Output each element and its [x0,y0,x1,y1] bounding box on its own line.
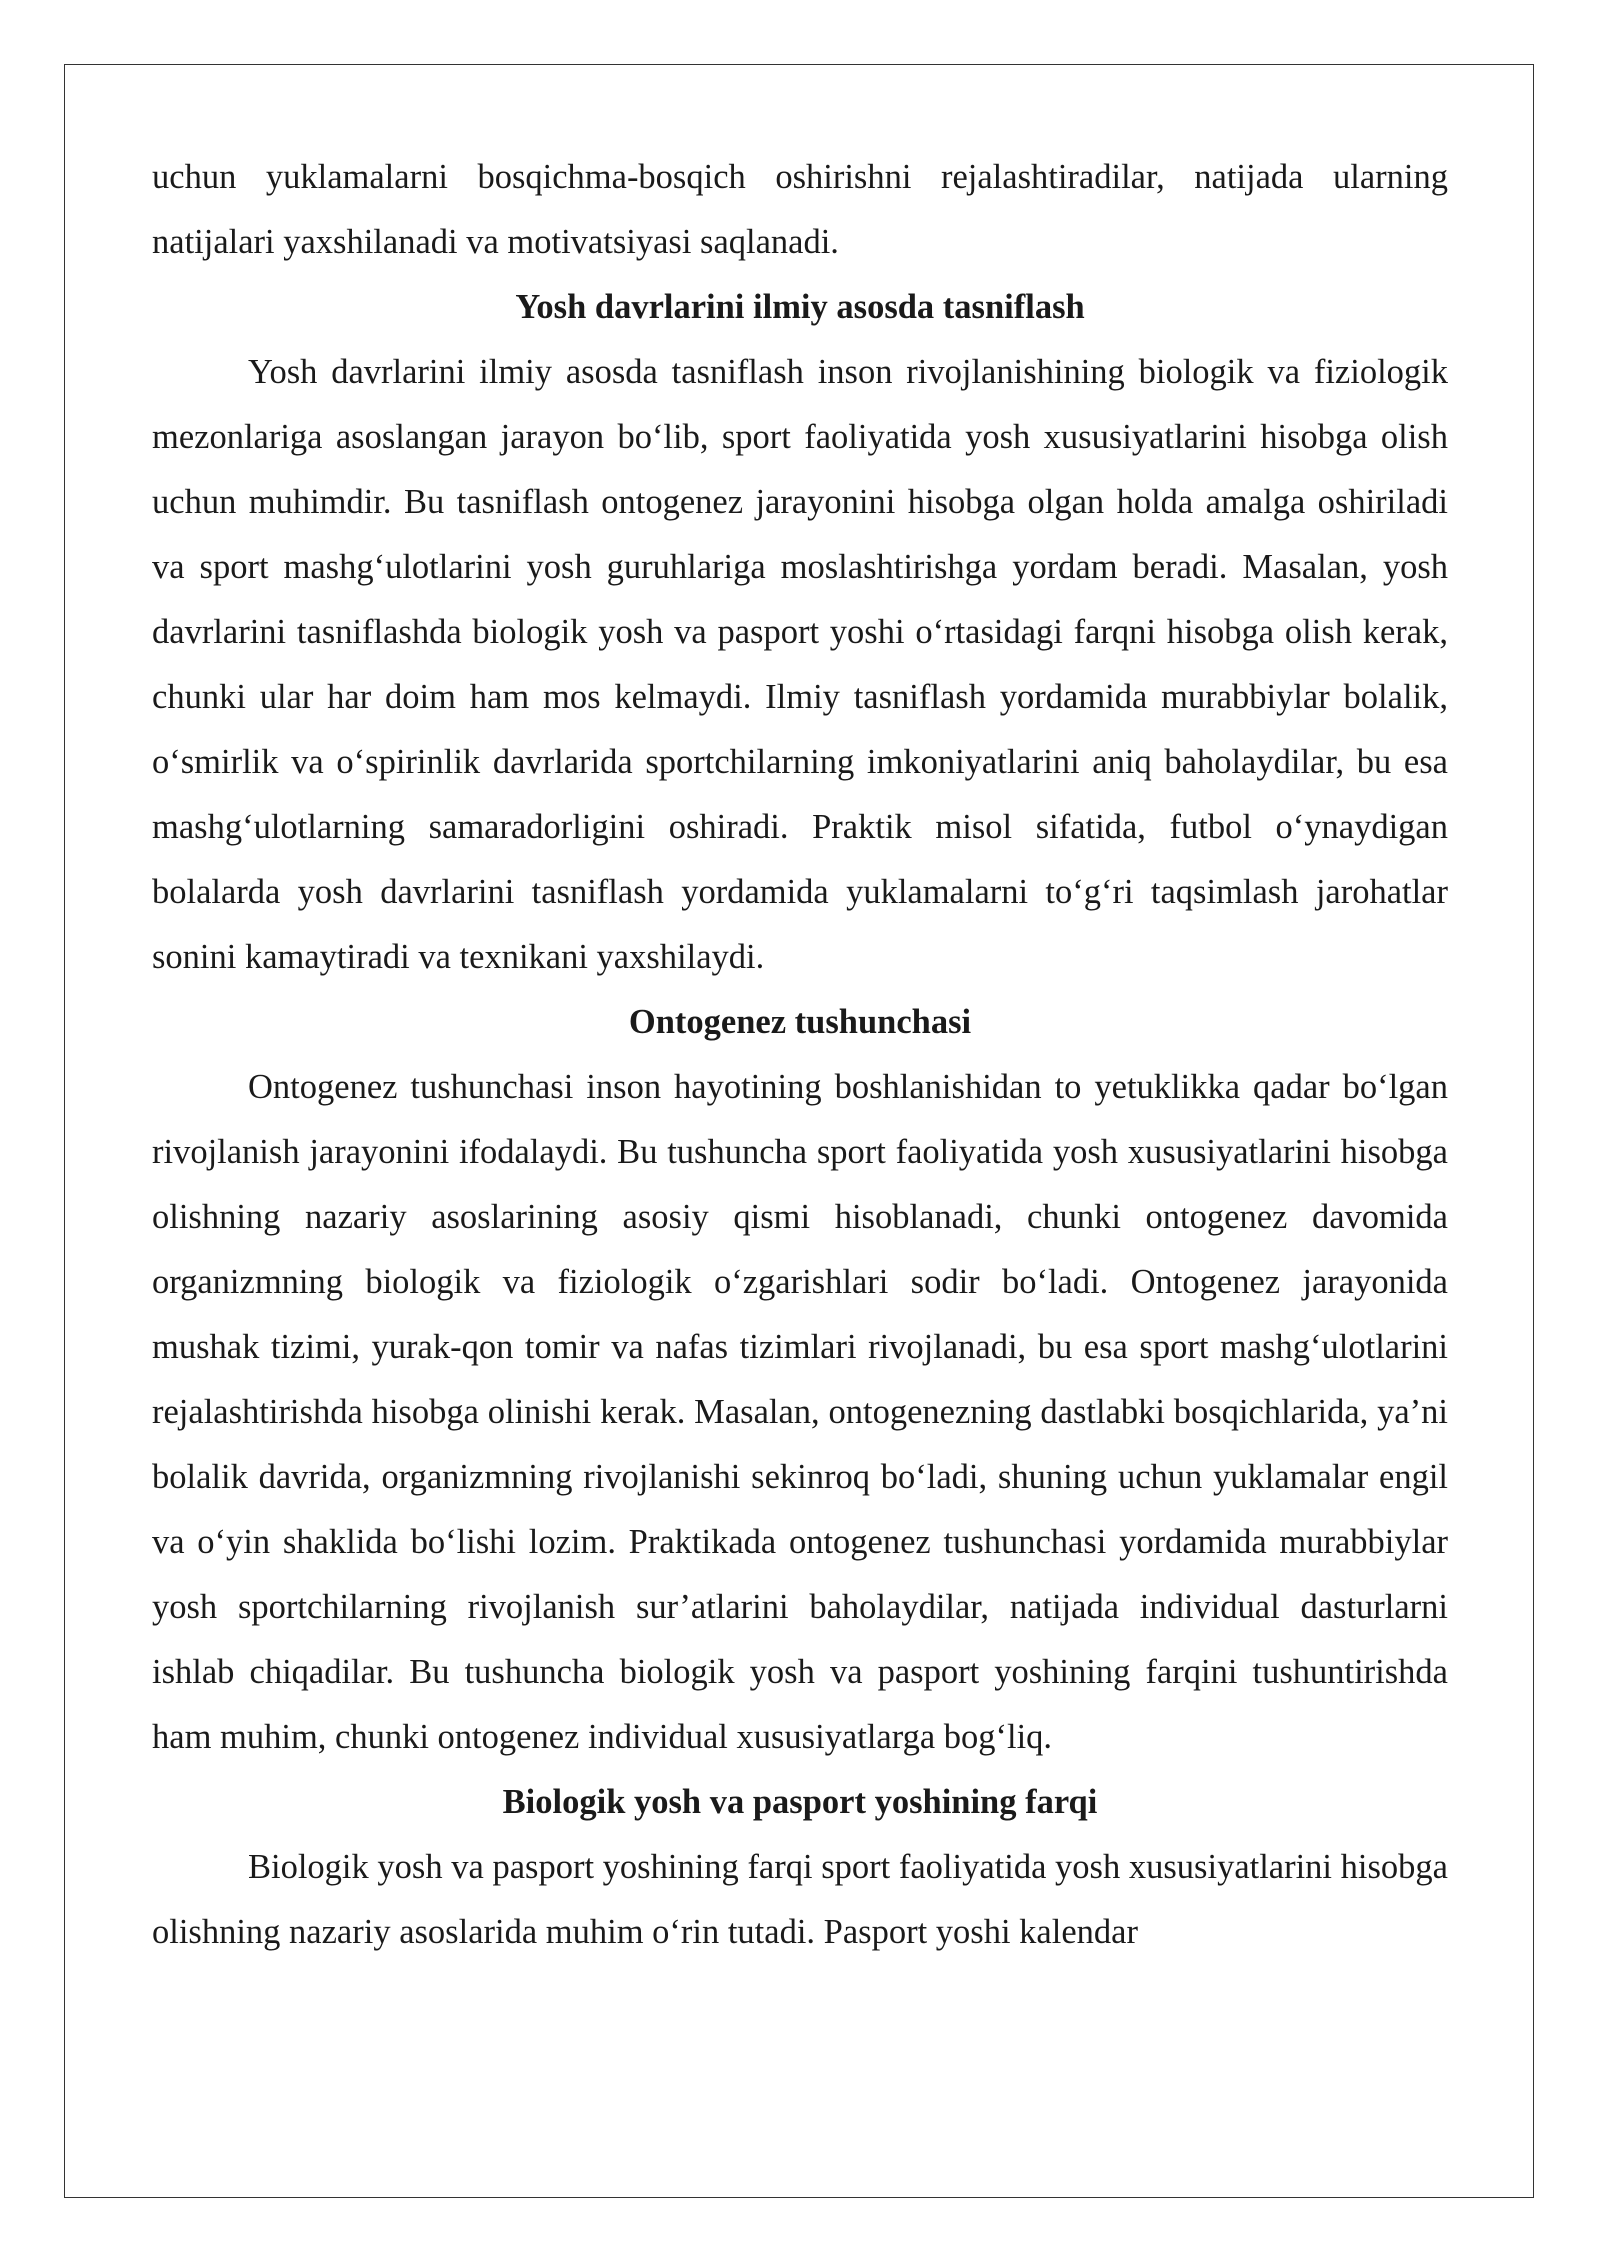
section-heading-ontogenesis: Ontogenez tushunchasi [628,1003,972,1041]
section-body-ontogenesis: Ontogenez tushunchasi inson hayotining boshlanishidan to yetuklikka qadar bo‘lgan rivojlanish jarayonini ifodalaydi. Bu tushuncha sport faoliyatida yosh xususiyatlarini hisobga olishning nazariy asoslarining asosiy qismi hisoblanadi, chunki ontogenez davomida organizmning biologik va fiziologik o‘zgarishlari sodir bo‘ladi. Ontogenez jarayonida mushak tizimi, yurak-qon tomir va nafas tizimlari rivojlanadi, bu esa sport mashg‘ulotlarini rejalashtirishda hisobga olinishi kerak. Masalan, ontogenezning dastlabki bosqichlarida, ya’ni bolalik davrida, organizmning rivojlanishi sekinroq bo‘ladi, shuning uchun yuklamalar engil va o‘yin shaklida bo‘lishi lozim. Praktikada ontogenez tushunchasi yordamida murabbiylar yosh sportchilarning rivojlanish sur’atlarini baholaydilar, natijada individual dasturlarni ishlab chiqadilar. Bu tushuncha biologik yosh va pasport yoshining farqini tushuntirishda ham muhim, chunki ontogenez individual xususiyatlarga bog‘liq. [152,1068,1448,1756]
section-heading-age-classification: Yosh davrlarini ilmiy asosda tasniflash [515,288,1085,326]
document-body [152,145,1448,1965]
section-body-biological-vs-passport-age: Biologik yosh va pasport yoshining farqi sport faoliyatida yosh xususiyatlarini hisobga olishning nazariy asoslarida muhim o‘rin tutadi. Pasport yoshi kalendar [152,1848,1448,1951]
intro-paragraph: uchun yuklamalarni bosqichma-bosqich oshirishni rejalashtiradilar, natijada ularning natijalari yaxshilanadi va motivatsiyasi saqlanadi. [152,158,1448,261]
section-body-age-classification: Yosh davrlarini ilmiy asosda tasniflash inson rivojlanishining biologik va fiziologik mezonlariga asoslangan jarayon bo‘lib, sport faoliyatida yosh xususiyatlarini hisobga olish uchun muhimdir. Bu tasniflash ontogenez jarayonini hisobga olgan holda amalga oshiriladi va sport mashg‘ulotlarini yosh guruhlariga moslashtirishga yordam beradi. Masalan, yosh davrlarini tasniflashda biologik yosh va pasport yoshi o‘rtasidagi farqni hisobga olish kerak, chunki ular har doim ham mos kelmaydi. Ilmiy tasniflash yordamida murabbiylar bolalik, o‘smirlik va o‘spirinlik davrlarida sportchilarning imkoniyatlarini aniq baholaydilar, bu esa mashg‘ulotlarning samaradorligini oshiradi. Praktik misol sifatida, futbol o‘ynaydigan bolalarda yosh davrlarini tasniflash yordamida yuklamalarni to‘g‘ri taqsimlash jarohatlar sonini kamaytiradi va texnikani yaxshilaydi. [152,353,1448,976]
section-heading-biological-vs-passport-age: Biologik yosh va pasport yoshining farqi [502,1783,1098,1821]
